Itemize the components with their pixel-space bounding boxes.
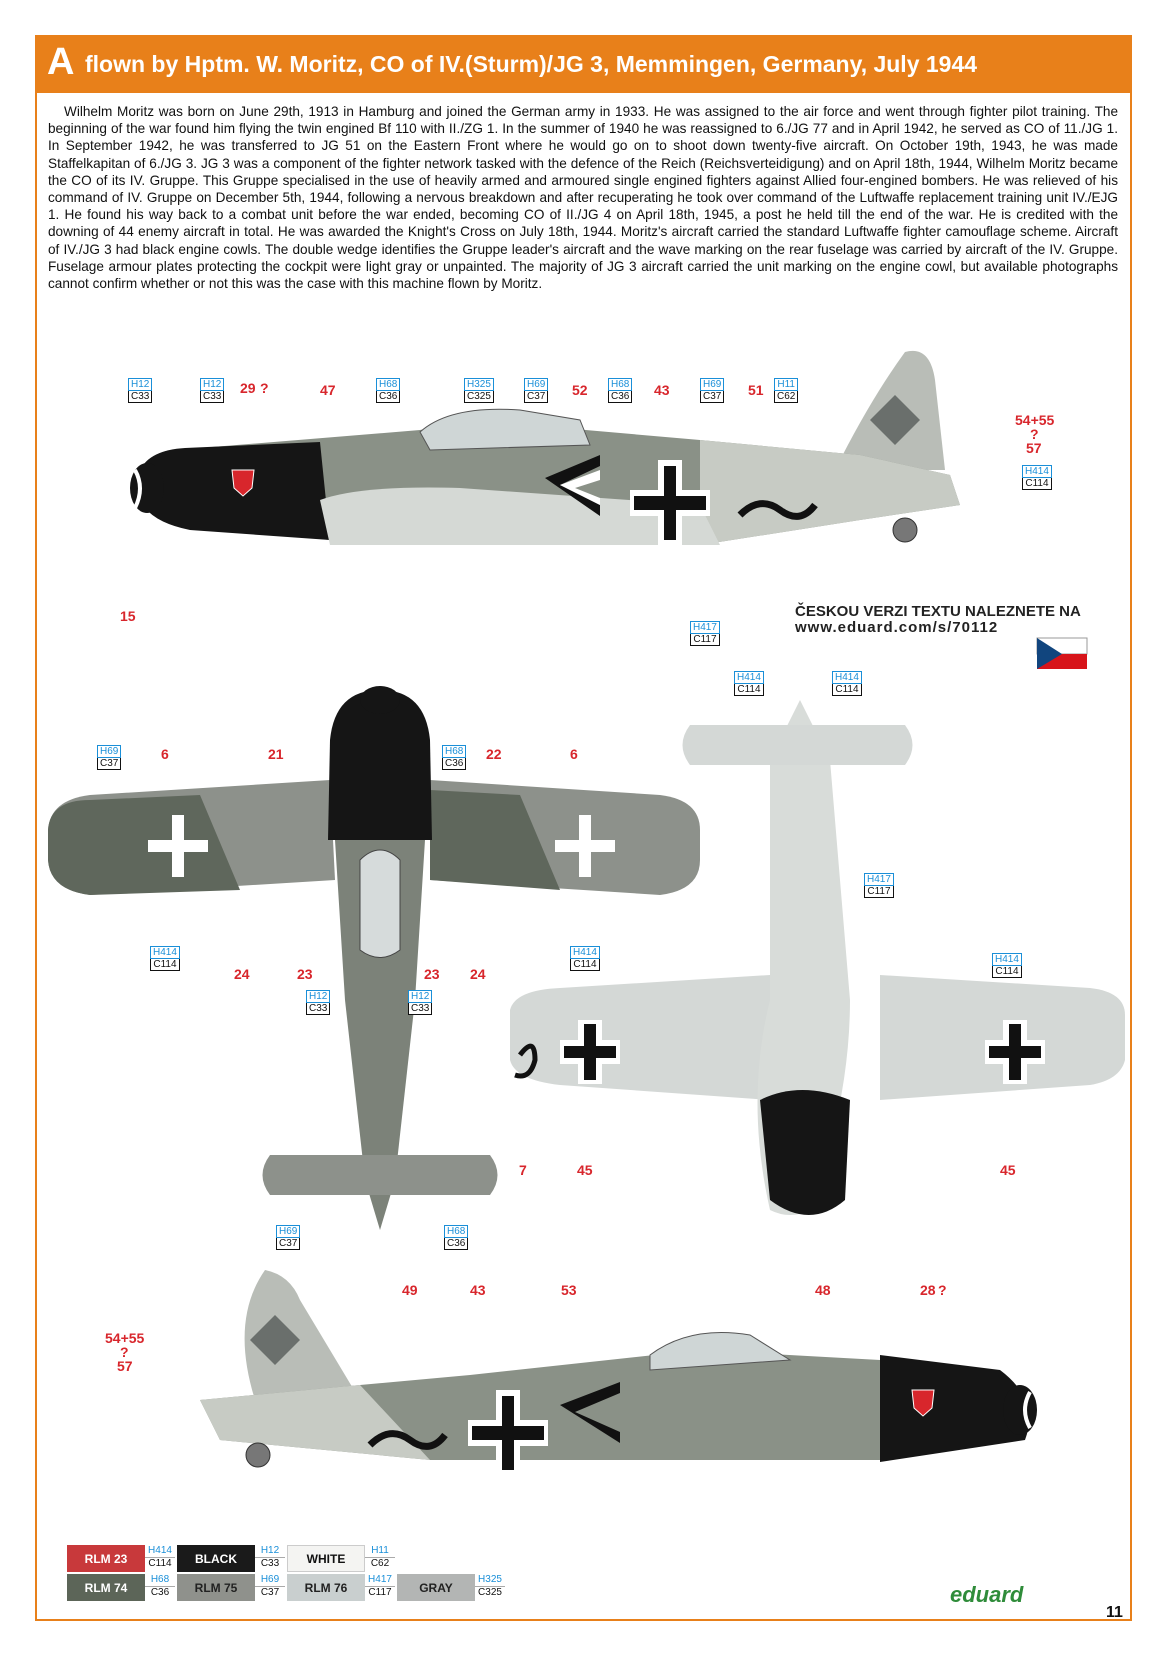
swatch-rlm76: RLM 76 — [287, 1574, 365, 1601]
swatch-code: H414 C114 — [145, 1545, 175, 1572]
profile-letter: A — [47, 41, 75, 83]
swatch-code: H325 C325 — [475, 1574, 505, 1601]
callout-number: 6 — [161, 746, 169, 762]
callout-number: 28 — [920, 1282, 936, 1298]
callout-number: ? — [938, 1282, 947, 1298]
paint-tag: H417 C117 — [864, 873, 894, 898]
callout-number: 24 — [234, 966, 250, 982]
paint-tag: H68 C36 — [376, 378, 400, 403]
top-view — [48, 686, 700, 1230]
page-title: flown by Hptm. W. Moritz, CO of IV.(Sturm)/JG 3, Memmingen, Germany, July 1944 — [85, 51, 978, 77]
callout-number: 51 — [748, 382, 764, 398]
callout-number: 24 — [470, 966, 486, 982]
paint-tag: H414 C114 — [150, 946, 180, 971]
paint-tag: H11 C62 — [774, 378, 798, 403]
callout-number: 23 — [424, 966, 440, 982]
paint-tag: H69 C37 — [276, 1225, 300, 1250]
paint-tag: H414 C114 — [570, 946, 600, 971]
callout-number: 21 — [268, 746, 284, 762]
callout-number: 52 — [572, 382, 588, 398]
swatch-code: H68 C36 — [145, 1574, 175, 1601]
paint-tag: H12 C33 — [408, 990, 432, 1015]
page-number: 11 — [1106, 1604, 1123, 1621]
callout-number: 48 — [815, 1282, 831, 1298]
swatch-rlm23: RLM 23 — [67, 1545, 145, 1572]
callout-number: ? — [120, 1344, 129, 1360]
callout-number: ? — [260, 380, 269, 396]
paint-tag: H414 C114 — [734, 671, 764, 696]
callout-number: 7 — [519, 1162, 527, 1178]
callout-number: 22 — [486, 746, 502, 762]
callout-number: 43 — [470, 1282, 486, 1298]
swatch-code: H12 C33 — [255, 1545, 285, 1572]
callout-number: ? — [1030, 426, 1039, 442]
callout-number: 54+55 — [1015, 412, 1055, 428]
callout-number: 54+55 — [105, 1330, 145, 1346]
callout-number: 43 — [654, 382, 670, 398]
paint-tag: H69 C37 — [700, 378, 724, 403]
eduard-logo: eduard — [950, 1582, 1024, 1607]
callout-number: 6 — [570, 746, 578, 762]
paint-tag: H68 C36 — [608, 378, 632, 403]
callout-number: 45 — [1000, 1162, 1016, 1178]
swatch-rlm75: RLM 75 — [177, 1574, 255, 1601]
callout-number: 57 — [1026, 440, 1042, 456]
side-view-right — [200, 1270, 1037, 1476]
czech-url: www.eduard.com/s/70112 — [795, 619, 999, 636]
swatch-white: WHITE — [287, 1545, 365, 1572]
paint-tag: H12 C33 — [200, 378, 224, 403]
callout-number: 53 — [561, 1282, 577, 1298]
swatch-black: BLACK — [177, 1545, 255, 1572]
callout-number: 47 — [320, 382, 336, 398]
czech-note: ČESKOU VERZI TEXTU NALEZNETE NA — [795, 603, 1081, 620]
paint-tag: H68 C36 — [444, 1225, 468, 1250]
paint-tag: H414 C114 — [832, 671, 862, 696]
callout-number: 49 — [402, 1282, 418, 1298]
swatch-code: H11 C62 — [365, 1545, 395, 1572]
paint-tag: H417 C117 — [690, 621, 720, 646]
paint-tag: H12 C33 — [306, 990, 330, 1015]
callout-number: 15 — [120, 608, 136, 624]
czech-flag — [1037, 638, 1087, 669]
bottom-view — [510, 700, 1125, 1215]
callout-number: 57 — [117, 1358, 133, 1374]
paint-tag: H325 C325 — [464, 378, 494, 403]
paint-tag: H12 C33 — [128, 378, 152, 403]
callout-number: 45 — [577, 1162, 593, 1178]
swatch-code: H417 C117 — [365, 1574, 395, 1601]
paint-tag: H69 C37 — [524, 378, 548, 403]
swatch-gray: GRAY — [397, 1574, 475, 1601]
callout-number: 29 — [240, 380, 256, 396]
callout-number: 23 — [297, 966, 313, 982]
swatch-rlm74: RLM 74 — [67, 1574, 145, 1601]
paint-tag: H414 C114 — [992, 953, 1022, 978]
paint-tag: H414 C114 — [1022, 465, 1052, 490]
body-text: Wilhelm Moritz was born on June 29th, 1913 in Hamburg and joined the German army in 1933. He was assigned to the air force and went through fighter pilot training. The beginning of the war found him flying the twin engined Bf 110 with II./ZG 1. In the summer of 1940 he was reassigned to 6./JG 77 and in April 1942, he served as CO of 11./JG 1. In September 1942, he was transferred to JG 51 on the Eastern Front where he would go on to shoot down twenty-five aircraft. On October 19th, 1943, he was made Staffelkapitan of 6./JG 3. JG 3 was a component of the fighter network tasked with the defence of the Reich (Reichsverteidigung) and on April 18th, 1944, Wilhelm Moritz became the CO of its IV. Gruppe. This Gruppe specialised in the use of heavily armed and armoured single engined fighters against Allied four-engined bombers. He was relieved of his command of IV. Gruppe on December 5th, 1944, following a nervous breakdown and after recuperating he took over command of the Luftwaffe replacement training unit IV./EJG 1. He found his way back to a combat unit before the war ended, becoming CO of II./JG 4 on April 18th, 1945, a post he held till the end of the war. He is credited with the downing of 44 enemy aircraft in total. He was awarded the Knight's Cross on July 18th, 1944. Moritz's aircraft carried the standard Luftwaffe fighter camouflage scheme. Aircraft of IV./JG 3 had black engine cowls. The double wedge identifies the Gruppe leader's aircraft and the wave marking on the rear fuselage was carried by aircraft of the IV. Gruppe. Fuselage armour plates protecting the cockpit were light gray or unpainted. The majority of JG 3 aircraft carried the unit marking on the engine cowl, but available photographs cannot confirm whether or not this was the case with this machine flown by Moritz. — [48, 104, 1118, 292]
swatch-code: H69 C37 — [255, 1574, 285, 1601]
paint-tag: H68 C36 — [442, 745, 466, 770]
paint-tag: H69 C37 — [97, 745, 121, 770]
